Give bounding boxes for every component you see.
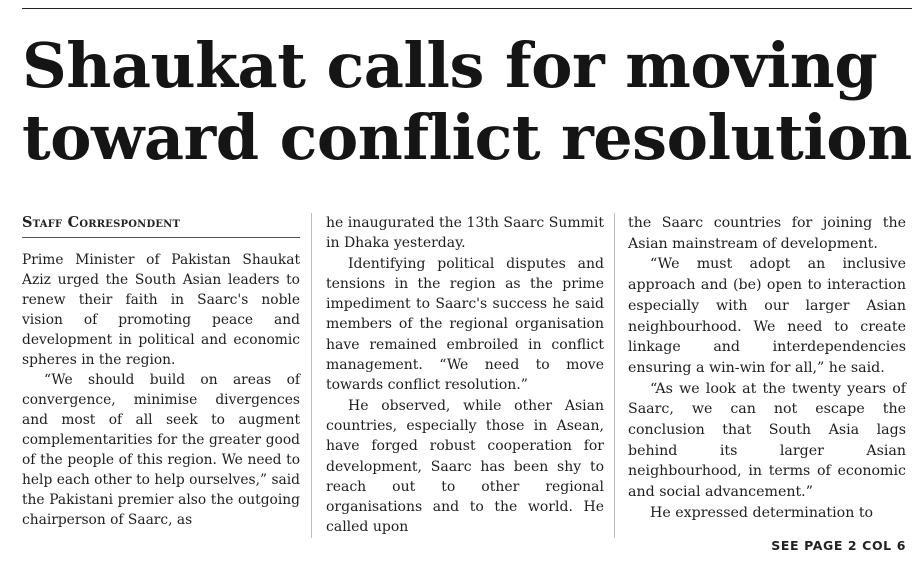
paragraph: He expressed determination to bbox=[650, 504, 874, 521]
paragraph: the Saarc countries for joining the Asian mainstream of development. bbox=[628, 215, 906, 252]
top-rule bbox=[22, 8, 912, 9]
column-divider bbox=[311, 213, 312, 538]
paragraph: “We should build on areas of convergence, minimise divergences and most of all seek to augment complementarities for the greater good of the people of this region. We need to help each other to help ourselves,” said the Pakistani premier also the outgoing chairperson of Saarc, as bbox=[22, 372, 300, 529]
byline-rule bbox=[22, 237, 300, 238]
paragraph: Prime Minister of Pakistan Shaukat Aziz urged the South Asian leaders to renew their faith in Saarc's noble vision of promoting peace and development in political and economic spheres in the region. bbox=[22, 252, 300, 369]
article-column-2 bbox=[326, 213, 604, 538]
article-column-3 bbox=[628, 213, 906, 524]
article-column-1 bbox=[22, 213, 300, 530]
paragraph: “As we look at the twenty years of Saarc, we can not escape the conclusion that South Asia lags behind its larger Asian neighbourhood, in terms of economic and social advancement.” bbox=[628, 380, 906, 501]
headline bbox=[22, 30, 912, 174]
headline-line-2: toward conflict resolution bbox=[22, 101, 912, 174]
paragraph: “We must adopt an inclusive approach and (be) open to interaction especially with our larger Asian neighbourhood. We need to create linkage and interdependencies ensuring a win-win for all,” he said. bbox=[628, 256, 906, 376]
paragraph: He observed, while other Asian countries, especially those in Asean, have forged robust cooperation for development, Saarc has been shy to reach out to other regional organisations and to the world. He called upon bbox=[326, 397, 604, 536]
column-divider bbox=[614, 213, 615, 538]
byline: Staff Correspondent bbox=[22, 214, 181, 231]
paragraph: he inaugurated the 13th Saarc Summit in Dhaka yesterday. bbox=[326, 215, 604, 252]
headline-line-1: Shaukat calls for moving bbox=[22, 29, 878, 102]
paragraph: Identifying political disputes and tensions in the region as the prime impediment to Saarc's success he said members of the regional organisation have remained embroiled in conflict management. “We need to move towards conflict resolution.” bbox=[326, 255, 604, 394]
continued-on-link[interactable]: SEE PAGE 2 COL 6 bbox=[771, 538, 906, 553]
